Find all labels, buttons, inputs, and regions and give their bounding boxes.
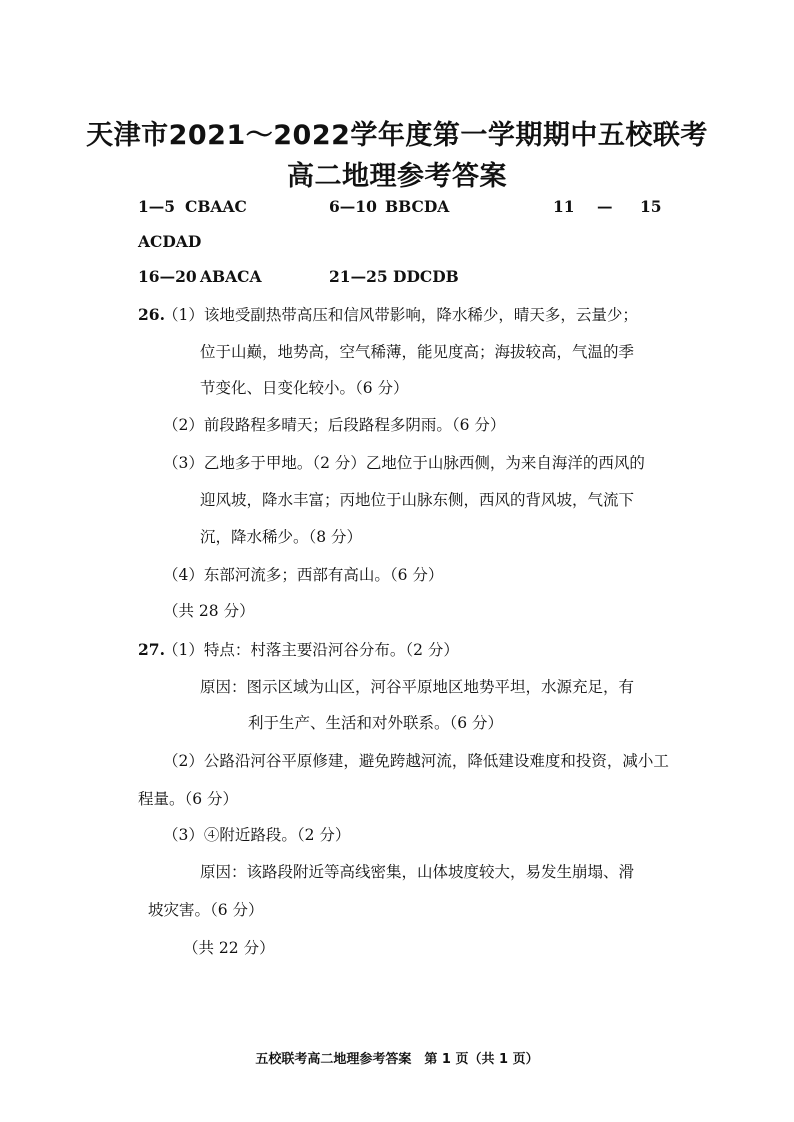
mcq-range-3-end: 15 [640,197,662,216]
answer-line: 利于生产、生活和对外联系。（6 分） [248,714,504,732]
answer-line: 原因：该路段附近等高线密集，山体坡度较大，易发生崩塌、滑 [200,863,635,881]
answer-line: 节变化、日变化较小。（6 分） [200,379,409,397]
answer-line: （1）该地受副热带高压和信风带影响，降水稀少，晴天多，云量少； [163,306,638,324]
answer-line: 坡灾害。（6 分） [148,901,264,919]
answer-line: （4）东部河流多；西部有高山。（6 分） [163,566,444,584]
mcq-answer-1: CBAAC [185,197,247,216]
mcq-range-3-dash: — [597,197,613,216]
page-footer: 五校联考高二地理参考答案 第 1 页（共 1 页） [255,1052,539,1067]
mcq-answer-4: ABACA [200,267,262,286]
question-number: 26. [138,305,165,324]
question-total: （共 28 分） [163,602,255,620]
mcq-range-4: 16—20 [138,267,197,286]
answer-line: （2）前段路程多晴天；后段路程多阴雨。（6 分） [163,416,506,434]
answer-line: （1）特点：村落主要沿河谷分布。（2 分） [163,641,459,659]
answer-line: 程量。（6 分） [138,790,239,808]
answer-line: （2）公路沿河谷平原修建，避免跨越河流，降低建设难度和投资，减小工 [163,752,669,770]
question-number: 27. [138,640,165,659]
mcq-answer-5: DDCDB [393,267,459,286]
mcq-answer-2: BBCDA [385,197,450,216]
answer-line: 沉，降水稀少。（8 分） [200,528,363,546]
answer-line: 迎风坡，降水丰富；丙地位于山脉东侧，西风的背风坡，气流下 [200,491,635,509]
answer-line: （3）④附近路段。（2 分） [163,826,351,844]
question-total: （共 22 分） [183,939,275,957]
mcq-range-5: 21—25 [329,267,388,286]
mcq-range-3-start: 11 [553,197,575,216]
document-title-line-1: 天津市2021～2022学年度第一学期期中五校联考 [86,120,708,151]
document-title-line-2: 高二地理参考答案 [287,161,507,192]
mcq-range-1: 1—5 [138,197,176,216]
mcq-answer-3: ACDAD [138,232,202,251]
answer-line: 原因：图示区域为山区，河谷平原地区地势平坦，水源充足，有 [200,678,635,696]
answer-line: 位于山巅，地势高，空气稀薄，能见度高；海拔较高，气温的季 [200,343,635,361]
mcq-range-2: 6—10 [329,197,377,216]
answer-line: （3）乙地多于甲地。（2 分）乙地位于山脉西侧，为来自海洋的西风的 [163,454,645,472]
